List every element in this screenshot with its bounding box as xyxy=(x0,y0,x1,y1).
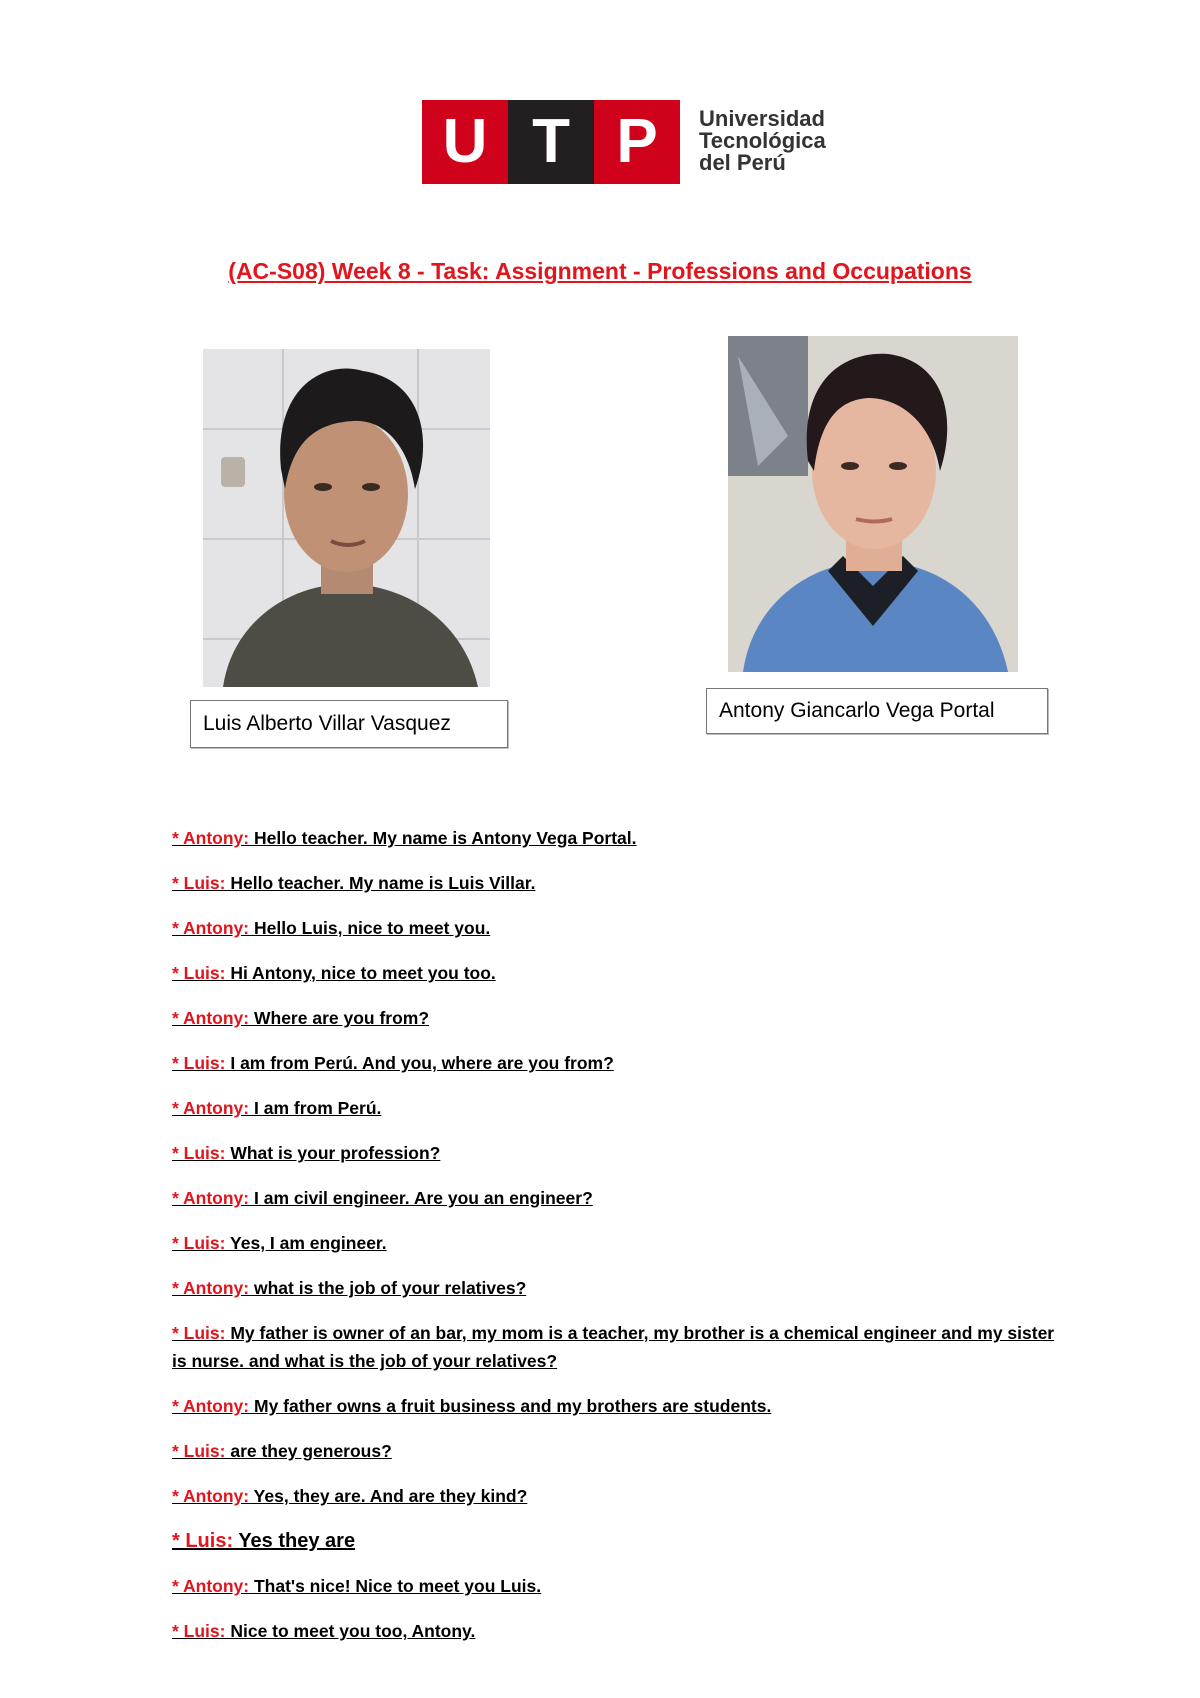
utp-logo xyxy=(422,100,826,184)
dialogue-text: Nice to meet you too, Antony. xyxy=(225,1621,476,1641)
dialogue-text: are they generous? xyxy=(225,1441,392,1461)
dialogue-text: Hello Luis, nice to meet you. xyxy=(249,918,491,938)
speaker-label: * Antony: xyxy=(172,1396,250,1416)
dialogue-line xyxy=(172,959,1072,987)
speaker-label: * Antony: xyxy=(172,1486,250,1506)
speaker-label: * Luis: xyxy=(172,1530,234,1552)
speaker-label: * Luis: xyxy=(172,873,226,893)
speaker-label: * Luis: xyxy=(172,1233,226,1253)
dialogue-line xyxy=(172,914,1072,942)
page-title: (AC-S08) Week 8 - Task: Assignment - Professions and Occupations xyxy=(228,258,972,284)
dialogue-line xyxy=(172,1392,1072,1420)
dialogue-line xyxy=(172,824,1072,852)
dialogue-line xyxy=(172,1572,1072,1600)
dialogue xyxy=(172,824,1072,1662)
dialogue-line xyxy=(172,1319,1072,1375)
speaker-label: * Luis: xyxy=(172,1053,226,1073)
dialogue-text: Yes, they are. And are they kind? xyxy=(249,1486,528,1506)
dialogue-text: Yes, I am engineer. xyxy=(225,1233,387,1253)
speaker-label: * Antony: xyxy=(172,1008,250,1028)
name-box-antony: Antony Giancarlo Vega Portal xyxy=(706,688,1048,734)
dialogue-line xyxy=(172,1437,1072,1465)
dialogue-text: Hello teacher. My name is Luis Villar. xyxy=(225,873,536,893)
dialogue-text: Hello teacher. My name is Antony Vega Portal. xyxy=(249,828,637,848)
dialogue-text: what is the job of your relatives? xyxy=(249,1278,527,1298)
dialogue-line xyxy=(172,1617,1072,1645)
dialogue-text: Yes they are xyxy=(233,1530,356,1552)
speaker-label: * Luis: xyxy=(172,1143,226,1163)
dialogue-text: That's nice! Nice to meet you Luis. xyxy=(249,1576,542,1596)
logo-letter-u: U xyxy=(422,100,508,184)
dialogue-text: My father owns a fruit business and my brothers are students. xyxy=(249,1396,772,1416)
speaker-label: * Luis: xyxy=(172,963,226,983)
dialogue-text: I am civil engineer. Are you an engineer? xyxy=(249,1188,593,1208)
speaker-label: * Luis: xyxy=(172,1441,226,1461)
dialogue-line xyxy=(172,1094,1072,1122)
logo-university-name: Universidad Tecnológica del Perú xyxy=(699,106,826,175)
logo-letter-p: P xyxy=(594,100,680,184)
dialogue-text: My father is owner of an bar, my mom is a teacher, my brother is a chemical engineer and my sister is nurse. and what is the job of your relatives? xyxy=(172,1323,1055,1371)
dialogue-line xyxy=(172,1482,1072,1510)
dialogue-text: I am from Perú. And you, where are you from? xyxy=(225,1053,614,1073)
photo-antony xyxy=(728,336,1018,672)
speaker-label: * Antony: xyxy=(172,1098,250,1118)
dialogue-text: I am from Perú. xyxy=(249,1098,382,1118)
dialogue-line xyxy=(172,1139,1072,1167)
dialogue-text: Where are you from? xyxy=(249,1008,430,1028)
logo-letter-t: T xyxy=(508,100,594,184)
dialogue-line xyxy=(172,1184,1072,1212)
dialogue-line xyxy=(172,1229,1072,1257)
speaker-label: * Antony: xyxy=(172,1278,250,1298)
dialogue-line xyxy=(172,1004,1072,1032)
speaker-label: * Antony: xyxy=(172,1188,250,1208)
speaker-label: * Antony: xyxy=(172,1576,250,1596)
dialogue-text: What is your profession? xyxy=(225,1143,441,1163)
speaker-label: * Luis: xyxy=(172,1323,226,1343)
speaker-label: * Antony: xyxy=(172,918,250,938)
name-box-luis: Luis Alberto Villar Vasquez xyxy=(190,700,508,748)
dialogue-line xyxy=(172,1274,1072,1302)
dialogue-line xyxy=(172,1527,1072,1555)
dialogue-line xyxy=(172,1049,1072,1077)
dialogue-text: Hi Antony, nice to meet you too. xyxy=(225,963,496,983)
dialogue-line xyxy=(172,869,1072,897)
speaker-label: * Luis: xyxy=(172,1621,226,1641)
photo-luis xyxy=(203,349,490,687)
speaker-label: * Antony: xyxy=(172,828,250,848)
